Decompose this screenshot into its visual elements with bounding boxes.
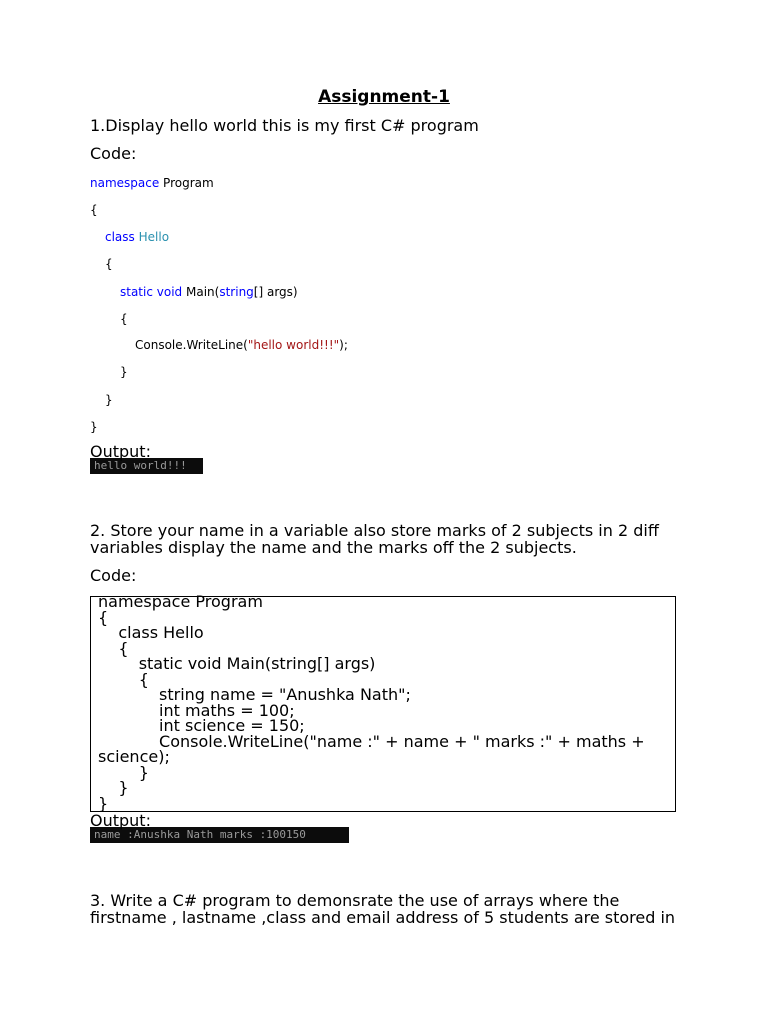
q2-code-line: { [98, 670, 149, 689]
assignment-title: Assignment-1 [318, 87, 450, 107]
q1-code-line: } [105, 393, 113, 407]
q1-code-line [135, 338, 348, 352]
q2-code-line: { [98, 608, 109, 627]
question-3-line-2: firstname , lastname ,class and email address of 5 students are stored in [90, 908, 676, 927]
q2-code-line: int maths = 100; [98, 701, 295, 720]
q1-code-line [105, 230, 169, 244]
q1-code-line: } [120, 365, 128, 379]
q1-code-label: Code: [90, 144, 137, 163]
q2-code-line: Console.WriteLine("name :" + name + " marks :" + maths + [98, 732, 645, 751]
q1-code-line: } [90, 420, 98, 434]
code-keyword: string [219, 285, 254, 299]
code-keyword: static [120, 285, 153, 299]
q2-code-line: } [98, 778, 129, 797]
q2-code-line: class Hello [98, 623, 204, 642]
code-type: Hello [138, 230, 170, 244]
code-string: "hello world!!!" [247, 338, 340, 352]
code-text: ); [339, 338, 348, 352]
q2-output-label: Output: [90, 811, 151, 830]
code-text: Main( [182, 285, 220, 299]
q2-code-line: static void Main(string[] args) [98, 654, 376, 673]
question-3-line-1: 3. Write a C# program to demonsrate the use of arrays where the [90, 891, 620, 910]
code-text: Console.WriteLine( [135, 338, 248, 352]
q1-output-console: hello world!!! [90, 458, 203, 474]
q2-code-line: namespace Program [98, 592, 263, 611]
code-text: [] args) [253, 285, 298, 299]
code-keyword: void [156, 285, 183, 299]
q1-code-line [90, 176, 214, 190]
q2-code-line: } [98, 763, 149, 782]
q1-code-line [120, 285, 298, 299]
code-keyword: class [105, 230, 135, 244]
code-text: Program [159, 176, 214, 190]
question-1: 1.Display hello world this is my first C# program [90, 116, 479, 135]
q1-code-line: { [105, 257, 113, 271]
q2-code-line: int science = 150; [98, 716, 305, 735]
q2-code-box [90, 592, 676, 813]
q1-code-line: { [90, 203, 98, 217]
q2-code-line: } [98, 794, 109, 813]
q2-output-console: name :Anushka Nath marks :100150 [90, 827, 349, 843]
q2-code-line: science); [98, 747, 170, 766]
q2-code-label: Code: [90, 566, 137, 585]
question-2-line-1: 2. Store your name in a variable also store marks of 2 subjects in 2 diff [90, 521, 659, 540]
q2-code-line: string name = "Anushka Nath"; [98, 685, 411, 704]
code-keyword: namespace [90, 176, 160, 190]
q2-code-line: { [98, 639, 129, 658]
q1-output-label: Output: [90, 442, 151, 461]
q1-code-line: { [120, 312, 128, 326]
question-2-line-2: variables display the name and the marks off the 2 subjects. [90, 538, 577, 557]
